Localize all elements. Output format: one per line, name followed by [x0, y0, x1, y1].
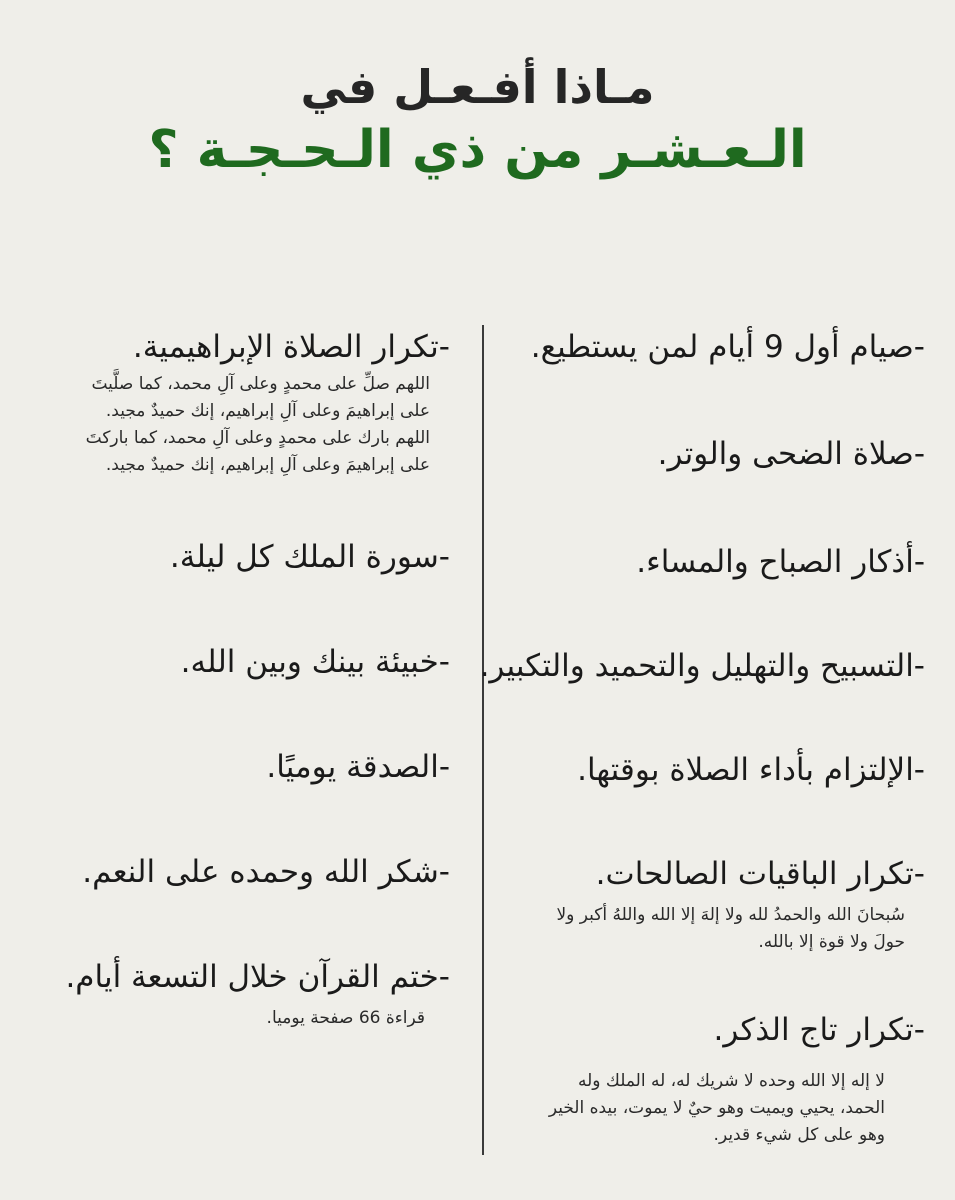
item-title: -تكرار الباقيات الصالحات. [595, 856, 925, 892]
item-title: -شكر الله وحمده على النعم. [82, 854, 450, 890]
item-title: -الإلتزام بأداء الصلاة بوقتها. [577, 752, 925, 788]
list-item [30, 535, 450, 579]
item-note: اللهم صلِّ على محمدٍ وعلى آلِ محمد، كما صلَّيتَ على إبراهيمَ وعلى آلِ إبراهيم، إنك حميدٌ مجيد. اللهم بارك على محمدٍ وعلى آلِ محمد، كما باركتَ على إبراهيمَ وعلى آلِ إبراهيم، إنك حميدٌ مجيد. [85, 374, 430, 475]
item-title: -أذكار الصباح والمساء. [636, 544, 925, 580]
item-note: قراءة 66 صفحة يوميا. [266, 1008, 425, 1028]
list-item [479, 644, 925, 688]
list-item [30, 325, 450, 479]
page-title-line1: مـاذا أفـعـل في [300, 60, 655, 114]
list-item [505, 540, 925, 584]
item-title: -التسبيح والتهليل والتحميد والتكبير. [479, 648, 925, 684]
item-title: -خبيئة بينك وبين الله. [180, 644, 450, 680]
item-title: -صلاة الضحى والوتر. [657, 436, 925, 472]
item-note: لا إله إلا الله وحده لا شريك له، له الملك وله الحمد، يحيي ويميت وهو حيٌ لا يموت، بيده الخير وهو على كل شيء قدير. [548, 1071, 885, 1145]
column-divider [482, 325, 484, 1155]
item-title: -سورة الملك كل ليلة. [169, 539, 450, 575]
list-item [505, 1008, 925, 1149]
list-item [505, 852, 925, 956]
item-title: -تكرار الصلاة الإبراهيمية. [132, 329, 450, 365]
item-title: -تكرار تاج الذكر. [713, 1012, 925, 1048]
list-item [30, 850, 450, 894]
list-item [505, 432, 925, 476]
item-title: -ختم القرآن خلال التسعة أيام. [65, 959, 450, 995]
item-note: سُبحانَ الله والحمدُ لله ولا إلهَ إلا الله واللهُ أكبر ولا حولَ ولا قوة إلا بالله. [556, 905, 905, 952]
list-item [505, 325, 925, 369]
page-title-line2: الـعـشـر من ذي الـحـجـة ؟ [148, 120, 807, 180]
list-item [30, 745, 450, 789]
list-item [505, 748, 925, 792]
item-title: -الصدقة يوميًا. [266, 749, 450, 785]
list-item [30, 640, 450, 684]
item-title: -صيام أول 9 أيام لمن يستطيع. [530, 329, 925, 365]
list-item [30, 955, 450, 1032]
